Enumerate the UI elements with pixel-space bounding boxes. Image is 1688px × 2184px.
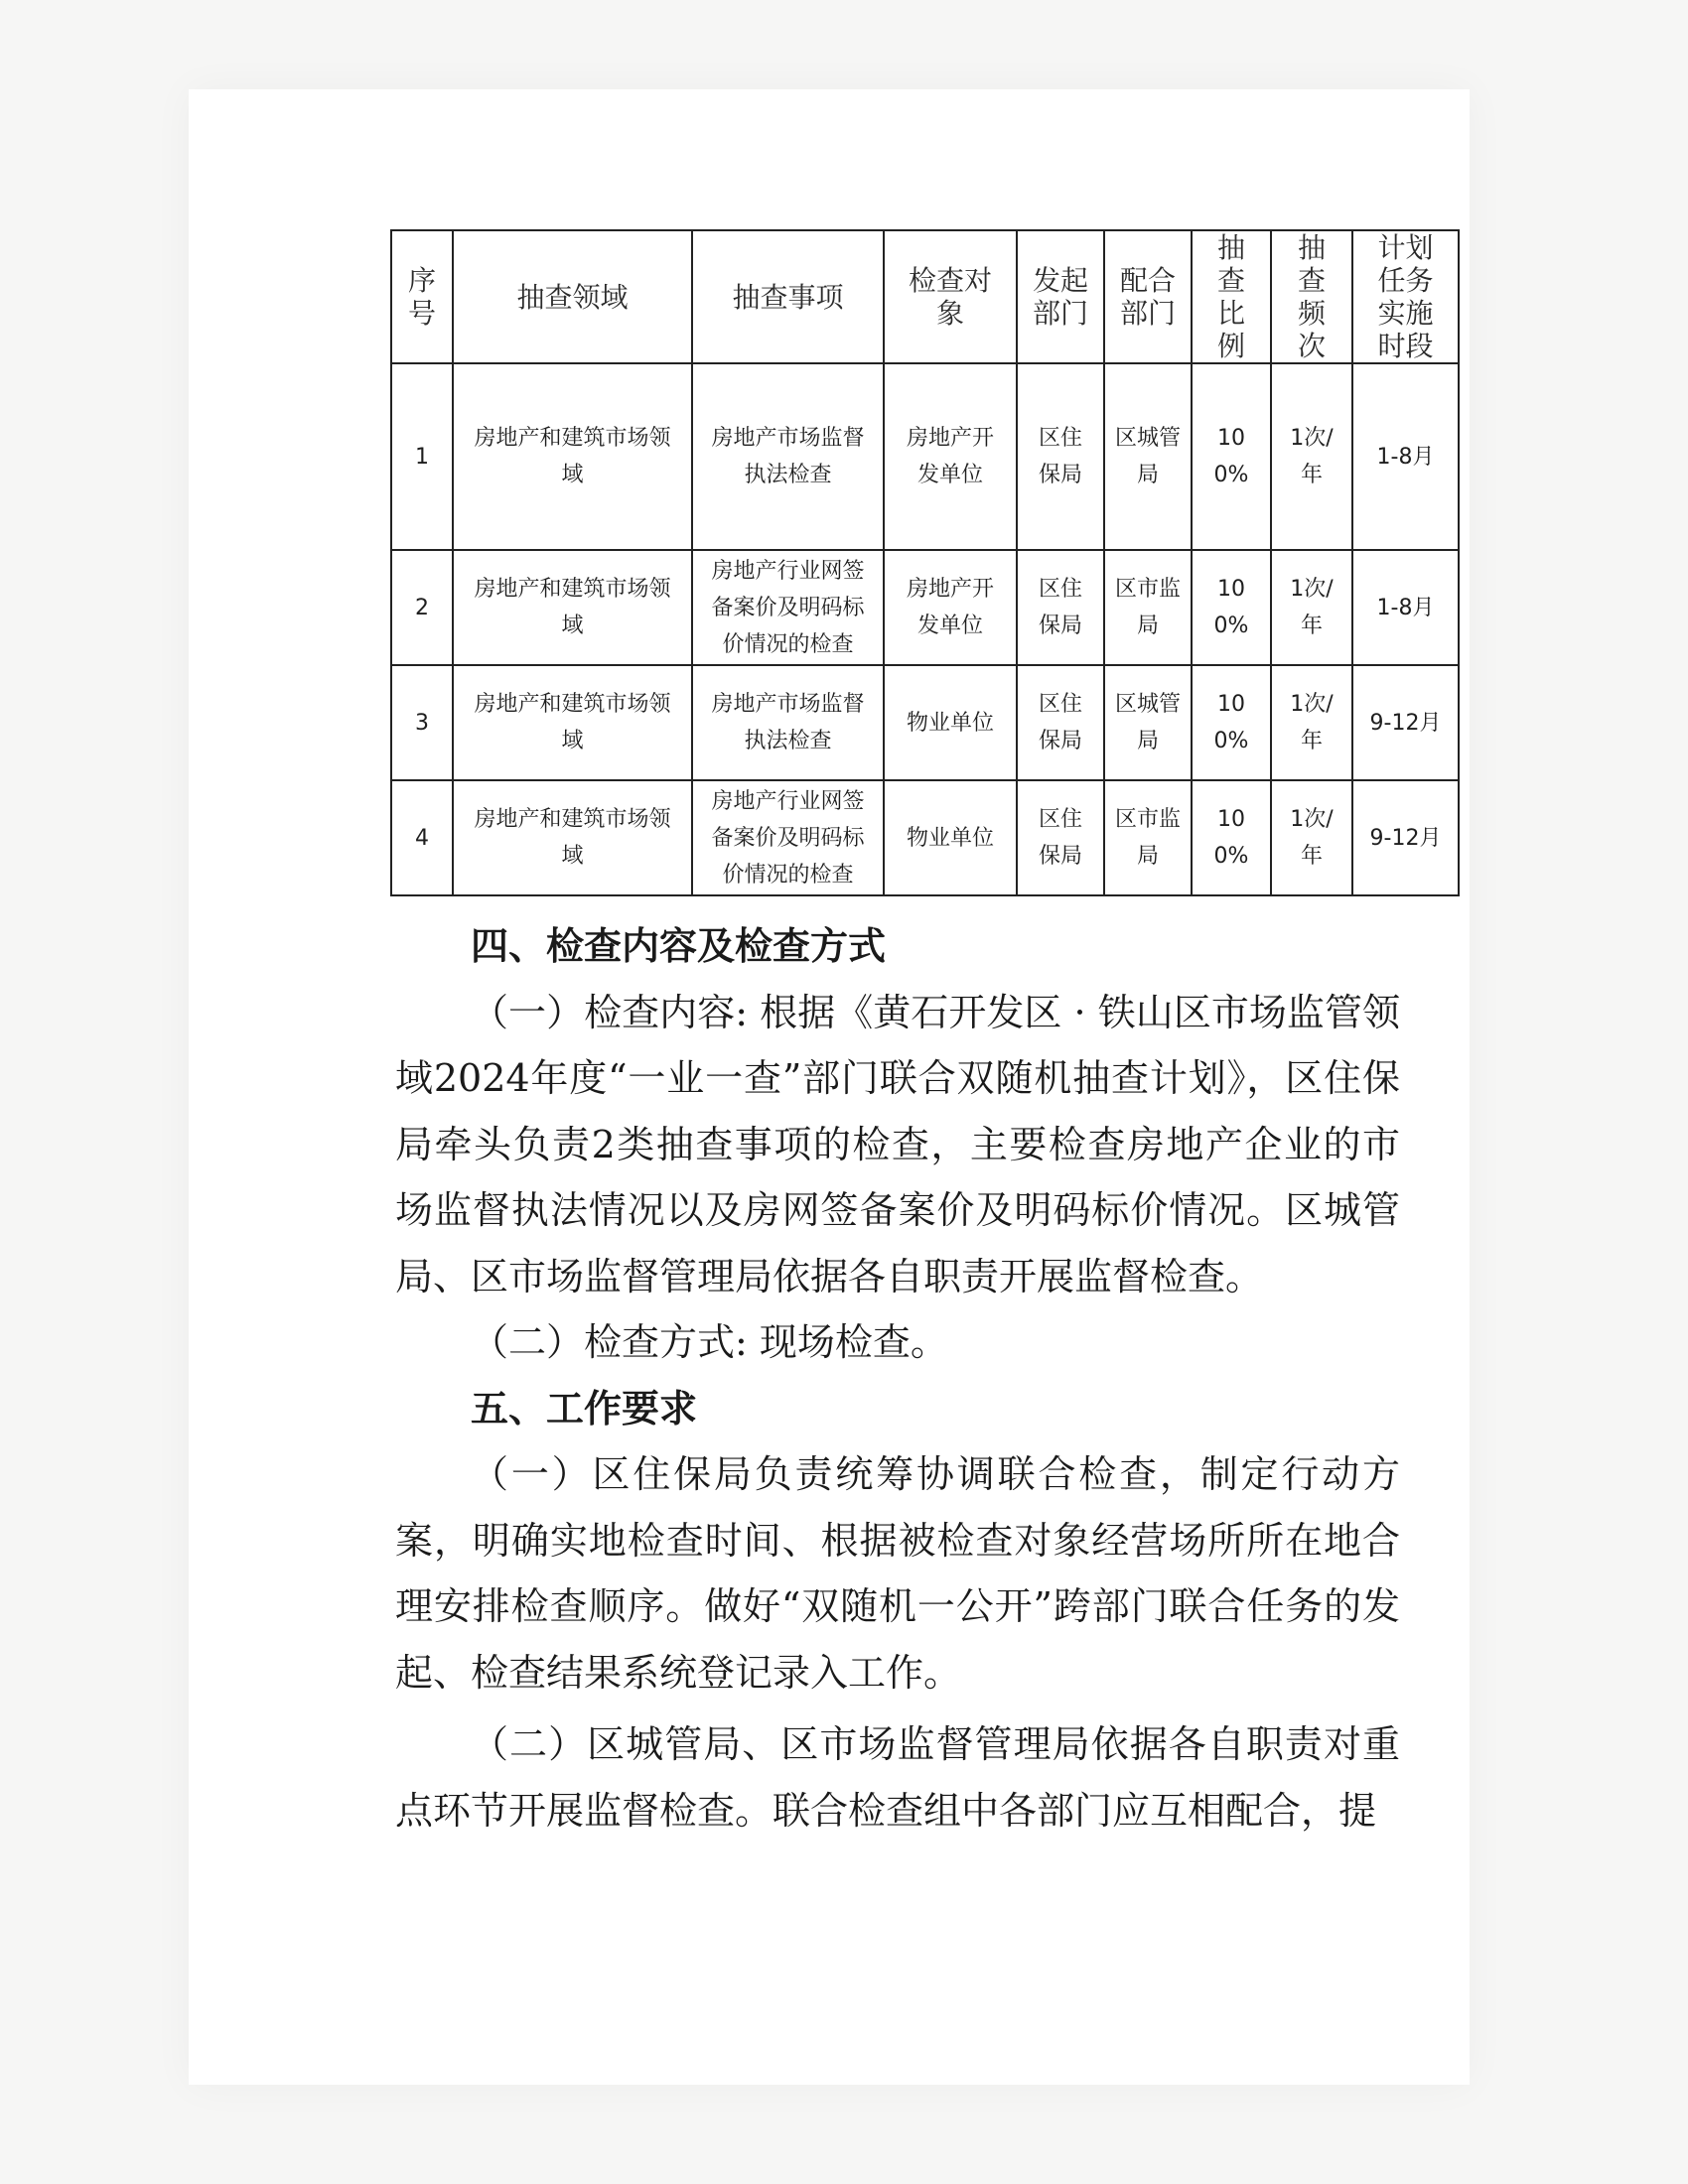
cell-ratio: 100% <box>1192 363 1271 550</box>
cell-target: 房地产开发单位 <box>884 363 1017 550</box>
cell-ratio: 100% <box>1192 780 1271 895</box>
paragraph: （一）区住保局负责统筹协调联合检查，制定行动方案，明确实地检查时间、根据被检查对象经营场所所在地合理安排检查顺序。做好“双随机一公开”跨部门联合任务的发起、检查结果系统登记录入工作。 <box>395 1452 1400 1695</box>
table-header-row <box>391 230 1459 363</box>
header-cooperator: 配合部门 <box>1104 230 1192 363</box>
header-period: 计划任务实施时段 <box>1352 230 1459 363</box>
inspection-plan-table <box>390 229 1460 896</box>
cell-field: 房地产和建筑市场领域 <box>453 665 692 780</box>
header-frequency: 抽查频次 <box>1271 230 1352 363</box>
cell-index: 3 <box>391 665 453 780</box>
cell-frequency: 1次/年 <box>1271 665 1352 780</box>
paragraph: （二）检查方式: 现场检查。 <box>471 1320 948 1364</box>
table-row <box>391 550 1459 665</box>
header-index: 序号 <box>391 230 453 363</box>
paragraph: （一）检查内容: 根据《黄石开发区 · 铁山区市场监管领域2024年度“一业一查”部门联合双随机抽查计划》，区住保局牵头负责2类抽查事项的检查，主要检查房地产企业的市场监督执法情况以及房网签备案价及明码标价情况。区城管局、区市场监督管理局依据各自职责开展监督检查。 <box>395 990 1400 1298</box>
cell-frequency: 1次/年 <box>1271 550 1352 665</box>
header-target: 检查对象 <box>884 230 1017 363</box>
section-heading: 五、工作要求 <box>471 1385 698 1431</box>
cell-initiator: 区住保局 <box>1017 780 1104 895</box>
cell-item: 房地产市场监督执法检查 <box>692 363 884 550</box>
cell-item: 房地产行业网签备案价及明码标价情况的检查 <box>692 550 884 665</box>
cell-ratio: 100% <box>1192 550 1271 665</box>
document-body <box>395 913 1400 1843</box>
cell-frequency: 1次/年 <box>1271 780 1352 895</box>
cell-period: 1-8月 <box>1352 363 1459 550</box>
cell-cooperator: 区城管局 <box>1104 665 1192 780</box>
cell-target: 房地产开发单位 <box>884 550 1017 665</box>
header-field: 抽查领域 <box>453 230 692 363</box>
cell-index: 4 <box>391 780 453 895</box>
cell-period: 9-12月 <box>1352 665 1459 780</box>
cell-field: 房地产和建筑市场领域 <box>453 780 692 895</box>
cell-ratio: 100% <box>1192 665 1271 780</box>
cell-initiator: 区住保局 <box>1017 550 1104 665</box>
header-ratio: 抽查比例 <box>1192 230 1271 363</box>
cell-index: 1 <box>391 363 453 550</box>
table-row <box>391 363 1459 550</box>
header-initiator: 发起部门 <box>1017 230 1104 363</box>
cell-item: 房地产行业网签备案价及明码标价情况的检查 <box>692 780 884 895</box>
cell-frequency: 1次/年 <box>1271 363 1352 550</box>
header-item: 抽查事项 <box>692 230 884 363</box>
section-heading: 四、检查内容及检查方式 <box>471 923 887 968</box>
table-row <box>391 665 1459 780</box>
paragraph: （二）区城管局、区市场监督管理局依据各自职责对重点环节开展监督检查。联合检查组中各部门应互相配合，提 <box>395 1722 1400 1833</box>
cell-initiator: 区住保局 <box>1017 665 1104 780</box>
cell-cooperator: 区市监局 <box>1104 780 1192 895</box>
cell-period: 1-8月 <box>1352 550 1459 665</box>
cell-initiator: 区住保局 <box>1017 363 1104 550</box>
cell-item: 房地产市场监督执法检查 <box>692 665 884 780</box>
cell-target: 物业单位 <box>884 780 1017 895</box>
table-row <box>391 780 1459 895</box>
cell-field: 房地产和建筑市场领域 <box>453 363 692 550</box>
cell-target: 物业单位 <box>884 665 1017 780</box>
cell-period: 9-12月 <box>1352 780 1459 895</box>
cell-cooperator: 区城管局 <box>1104 363 1192 550</box>
cell-field: 房地产和建筑市场领域 <box>453 550 692 665</box>
cell-index: 2 <box>391 550 453 665</box>
cell-cooperator: 区市监局 <box>1104 550 1192 665</box>
